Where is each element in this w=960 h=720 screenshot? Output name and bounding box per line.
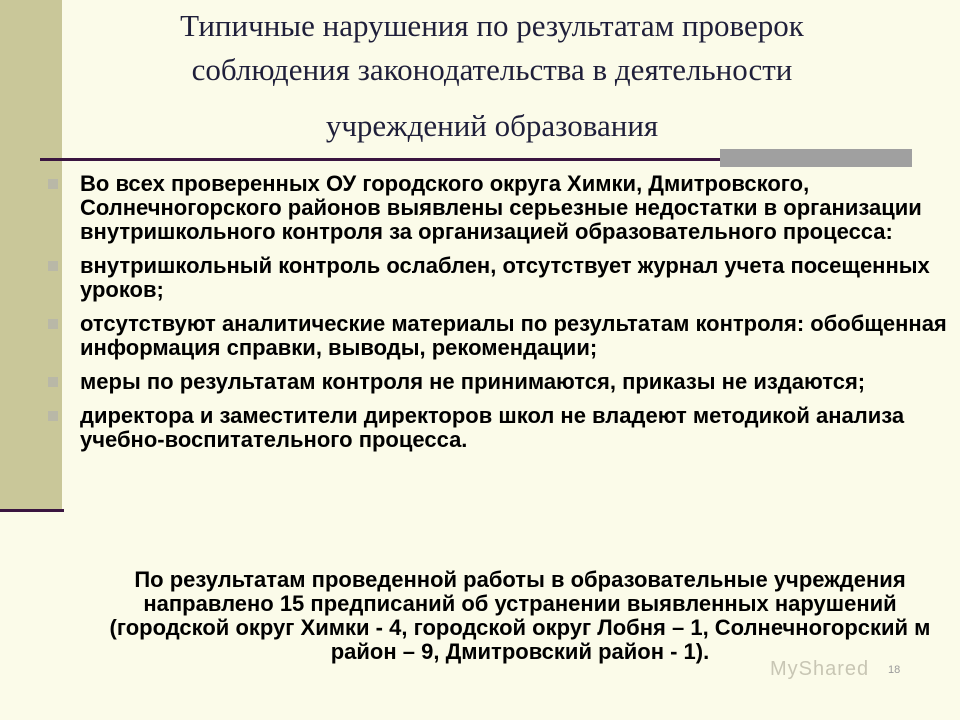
bullet-list [48, 172, 948, 462]
bullet-text: отсутствуют аналитические материалы по результатам контроля: обобщенная информация справки, выводы, рекомендации; [80, 311, 947, 360]
list-item [48, 254, 948, 302]
bullet-square-icon [48, 319, 58, 329]
bullet-text: Во всех проверенных ОУ городского округа Химки, Дмитровского, Солнечногорского районов выявлены серьезные недостатки в организации внутришкольного контроля за организацией образовательного процесса: [80, 171, 922, 244]
bullet-text: директора и заместители директоров школ не владеют методикой анализа учебно-воспитательного процесса. [80, 403, 905, 452]
slide-title [62, 4, 922, 148]
title-divider-block [720, 149, 912, 167]
page-number: 18 [888, 664, 901, 676]
list-item [48, 312, 948, 360]
title-divider-line [40, 158, 720, 161]
title-line-2: соблюдения законодательства в деятельности [191, 52, 793, 87]
bullet-square-icon [48, 179, 58, 189]
conclusion-paragraph: По результатам проведенной работы в образовательные учреждения направлено 15 предписаний об устранении выявленных нарушений (городской округ Химки - 4, городской округ Лобня – 1, Солнечногорский м район – 9, Дмитровский район - 1). [109, 567, 931, 664]
bullet-square-icon [48, 377, 58, 387]
bullet-square-icon [48, 411, 58, 421]
bullet-text: внутришкольный контроль ослаблен, отсутствует журнал учета посещенных уроков; [80, 253, 930, 302]
title-line-3: учреждений образования [325, 108, 659, 143]
watermark-logo: MyShared [770, 658, 870, 680]
list-item [48, 404, 948, 452]
bullet-text: меры по результатам контроля не принимаются, приказы не издаются; [80, 369, 866, 394]
list-item [48, 172, 948, 244]
title-line-1: Типичные нарушения по результатам проверок [180, 8, 804, 43]
side-decoration-line [0, 509, 64, 512]
list-item [48, 370, 948, 394]
bullet-square-icon [48, 261, 58, 271]
